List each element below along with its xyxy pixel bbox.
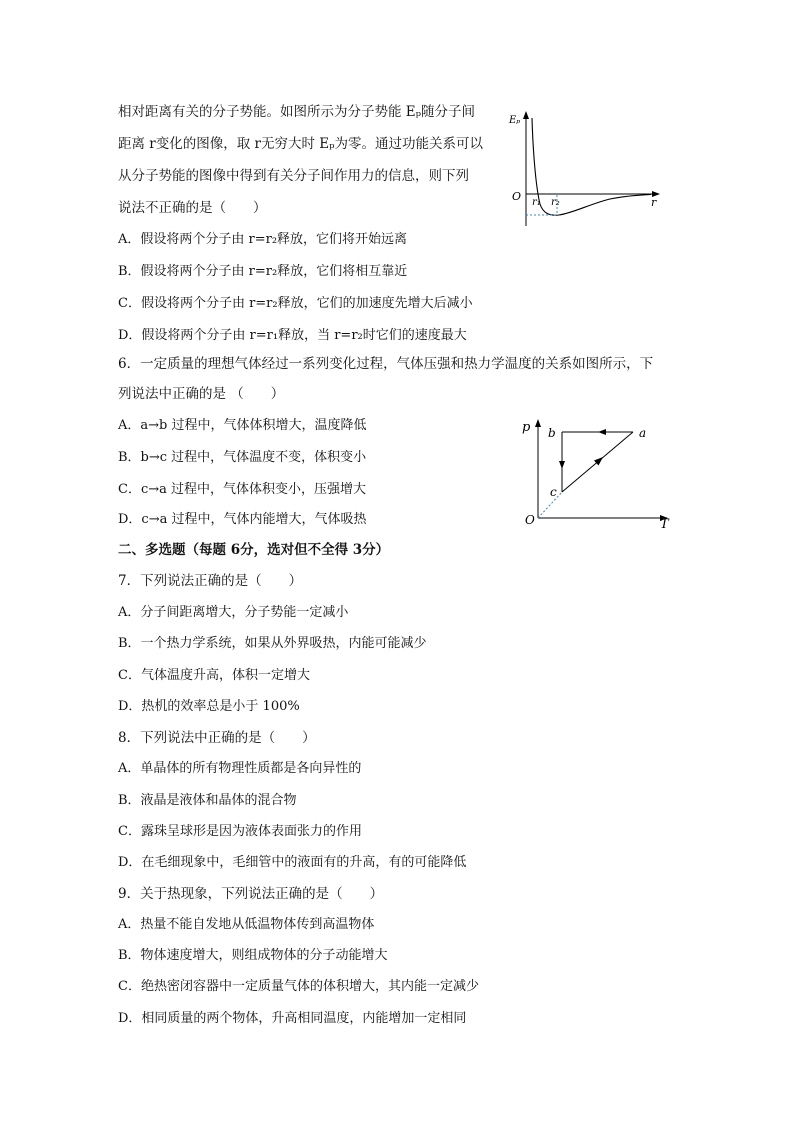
q6-option-b: B．b→c 过程中，气体温度不变，体积变小 <box>118 450 367 465</box>
q6-t-label: T <box>660 517 669 530</box>
q6-p-label: p <box>522 420 531 435</box>
q6-arrow-b-to-c <box>559 461 565 469</box>
q7-option-a: A．分子间距离增大，分子势能一定减小 <box>118 605 349 620</box>
q8-option-b: B．液晶是液体和晶体的混合物 <box>118 793 297 808</box>
q8-option-a: A．单晶体的所有物理性质都是各向异性的 <box>118 761 362 776</box>
q5-stem-line-3: 从分子势能的图像中得到有关分子间作用力的信息，则下列 <box>118 168 469 184</box>
q9-stem: 9．关于热现象，下列说法正确的是（ ） <box>118 886 384 902</box>
q8-option-c: C．露珠呈球形是因为液体表面张力的作用 <box>118 824 362 839</box>
q6-c-label: c <box>550 485 557 499</box>
q5-y-arrow <box>523 111 529 119</box>
q6-stem-line-2: 列说法中正确的是 （ ） <box>118 386 285 402</box>
q5-option-c: C．假设将两个分子由 r=r₂释放，它们的加速度先增大后减小 <box>118 296 473 311</box>
q6-option-c: C．c→a 过程中，气体体积变小，压强增大 <box>118 482 367 497</box>
q5-x-label: r <box>651 196 657 209</box>
q5-potential-energy-graph <box>505 108 665 228</box>
q5-option-d: D．假设将两个分子由 r=r₁释放，当 r=r₂时它们的速度最大 <box>118 328 467 343</box>
q5-stem-line-1: 相对距离有关的分子势能。如图所示为分子势能 Eₚ随分子间 <box>118 104 476 120</box>
q5-stem-line-2: 距离 r变化的图像，取 r无穷大时 Eₚ为零。通过功能关系可以 <box>118 136 484 152</box>
q6-option-d: D．c→a 过程中，气体内能增大，气体吸热 <box>118 512 367 527</box>
q7-option-b: B．一个热力学系统，如果从外界吸热，内能可能减少 <box>118 636 427 651</box>
q7-stem: 7．下列说法正确的是（ ） <box>118 573 303 589</box>
q9-option-a: A．热量不能自发地从低温物体传到高温物体 <box>118 917 375 932</box>
q6-pressure-temperature-graph <box>518 416 678 530</box>
q9-option-c: C．绝热密闭容器中一定质量气体的体积增大，其内能一定减少 <box>118 979 479 994</box>
q9-option-b: B．物体速度增大，则组成物体的分子动能增大 <box>118 948 388 963</box>
q6-origin-label: O <box>525 513 535 527</box>
q5-potential-curve <box>532 118 651 215</box>
q5-origin-label: O <box>512 190 522 203</box>
q6-b-label: b <box>548 426 556 440</box>
q5-r2-label: r₂ <box>551 197 560 208</box>
q5-r1-label: r₁ <box>532 197 541 208</box>
q5-stem-line-4: 说法不正确的是（ ） <box>118 200 267 216</box>
q7-option-d: D．热机的效率总是小于 100% <box>118 699 300 714</box>
q6-a-label: a <box>639 426 647 440</box>
q5-y-label: Eₚ <box>509 115 521 126</box>
q5-option-b: B．假设将两个分子由 r=r₂释放，它们将相互靠近 <box>118 264 408 279</box>
q6-arrow-a-to-b <box>598 429 606 435</box>
q6-option-a: A．a→b 过程中，气体体积增大，温度降低 <box>118 418 367 433</box>
q9-option-d: D．相同质量的两个物体，升高相同温度，内能增加一定相同 <box>118 1011 467 1026</box>
q6-stem-line-1: 6．一定质量的理想气体经过一系列变化过程，气体压强和热力学温度的关系如图所示，下 <box>118 356 654 372</box>
q8-stem: 8．下列说法中正确的是（ ） <box>118 730 316 746</box>
q5-option-a: A．假设将两个分子由 r=r₂释放，它们将开始远离 <box>118 232 408 247</box>
q8-option-d: D．在毛细现象中，毛细管中的液面有的升高，有的可能降低 <box>118 855 467 870</box>
q6-p-arrow <box>535 419 541 427</box>
q7-option-c: C．气体温度升高，体积一定增大 <box>118 668 310 683</box>
section-2-title: 二、多选题（每题 6分，选对但不全得 3分） <box>118 542 390 558</box>
